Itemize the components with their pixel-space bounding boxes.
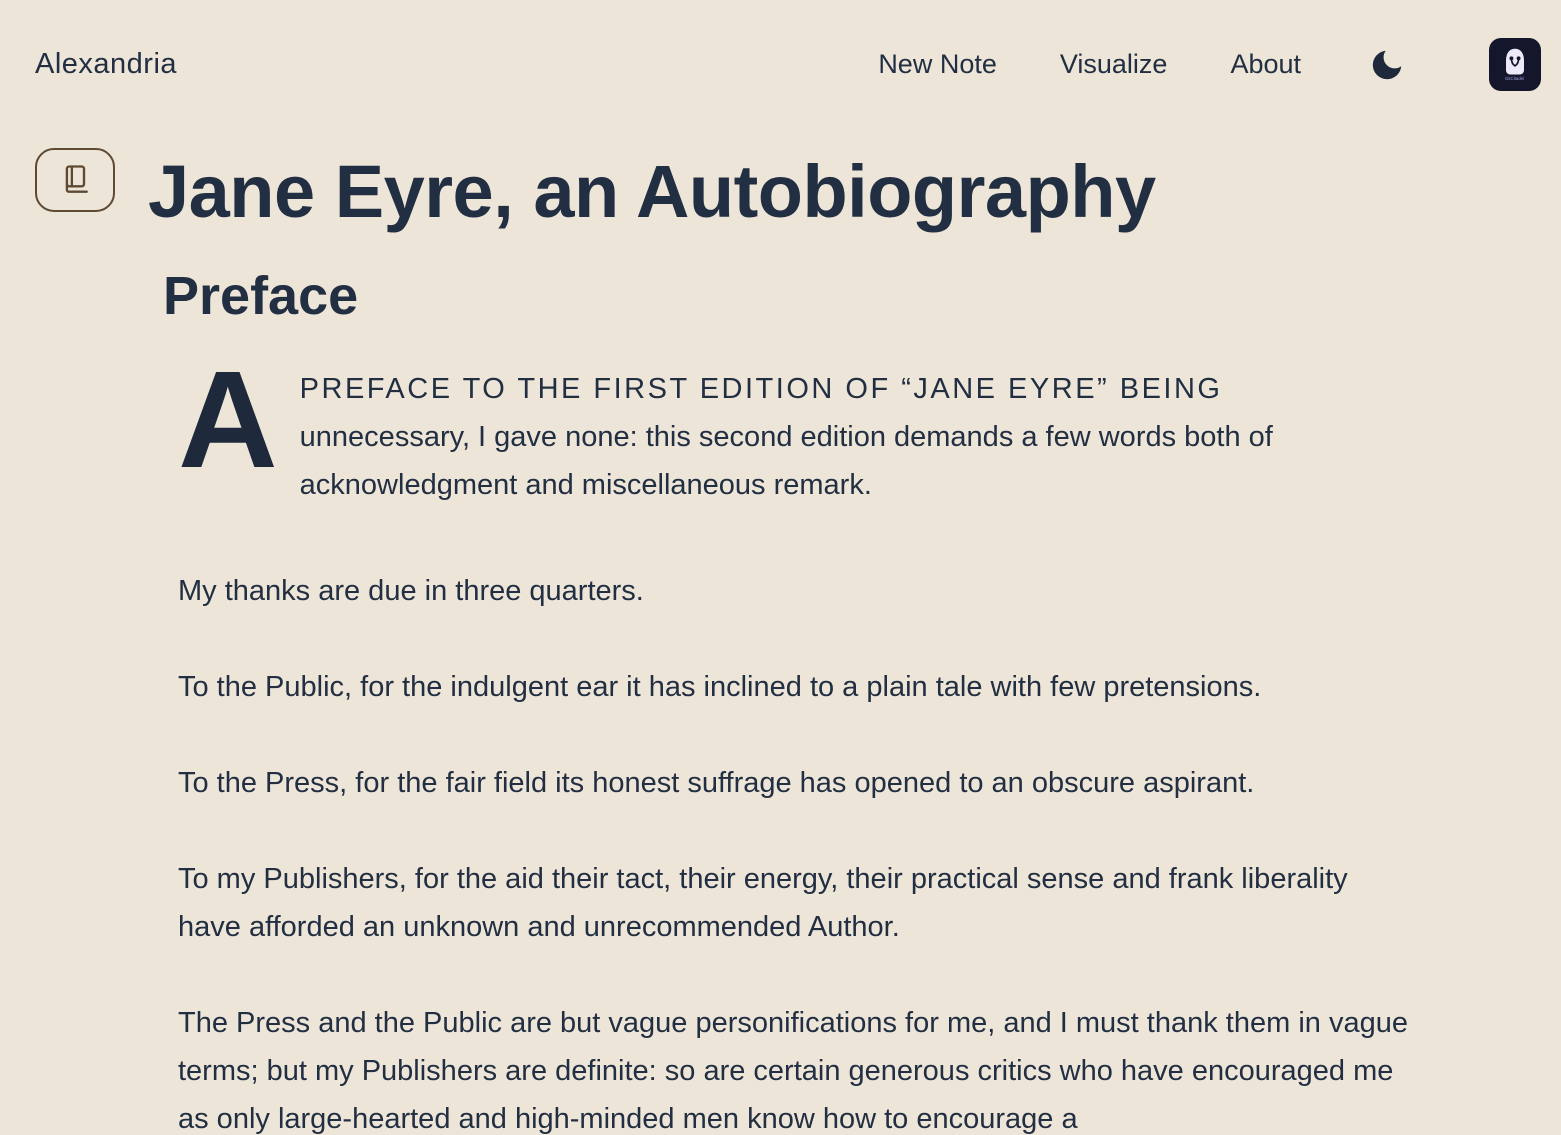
lead-caps-text: PREFACE TO THE FIRST EDITION OF “JANE EYRE” BEING: [299, 372, 1223, 405]
book-icon: [57, 162, 93, 198]
lead-text: [300, 365, 1380, 509]
paragraph-publishers: To my Publishers, for the aid their tact, their energy, their practical sense and frank liberality have afforded an unknown and unrecommended Author.: [178, 862, 1348, 943]
paragraph-public: To the Public, for the indulgent ear it has inclined to a plain tale with few pretensions.: [178, 670, 1262, 703]
header: [0, 0, 1561, 91]
article-title: Jane Eyre, an Autobiography: [148, 150, 1156, 233]
profile-avatar-button[interactable]: [1489, 38, 1541, 91]
section-heading: Preface: [163, 266, 359, 327]
nav-item-new-note[interactable]: New Note: [878, 49, 997, 79]
theme-toggle-button[interactable]: [1368, 46, 1406, 84]
paragraph-critics: The Press and the Public are but vague personifications for me, and I must thank them in vague terms; but my Publishers are definite: so are certain generous critics who have encouraged me as only large-hearted and high-minded men know how to encourage a: [178, 1006, 1408, 1135]
book-info-button[interactable]: [35, 148, 115, 212]
moon-icon: [1368, 46, 1406, 84]
gitcitadel-logo-text: GitCitadel: [1505, 75, 1525, 81]
reader-main: [0, 148, 1561, 1135]
paragraph-thanks: My thanks are due in three quarters.: [178, 574, 644, 607]
lead-paragraph: [178, 342, 1388, 509]
nav-item-visualize[interactable]: Visualize: [1059, 49, 1168, 79]
gitcitadel-owl-icon: [1501, 47, 1529, 77]
paragraph-press: To the Press, for the fair field its honest suffrage has opened to an obscure aspirant.: [178, 766, 1255, 799]
lead-rest-text: unnecessary, I gave none: this second edition demands a few words both of acknowledgment and miscellaneous remark.: [299, 420, 1273, 501]
drop-cap: A: [178, 342, 278, 497]
brand-link[interactable]: Alexandria: [35, 48, 178, 80]
nav-item-about[interactable]: About: [1230, 49, 1301, 79]
main-nav: [878, 38, 1541, 91]
